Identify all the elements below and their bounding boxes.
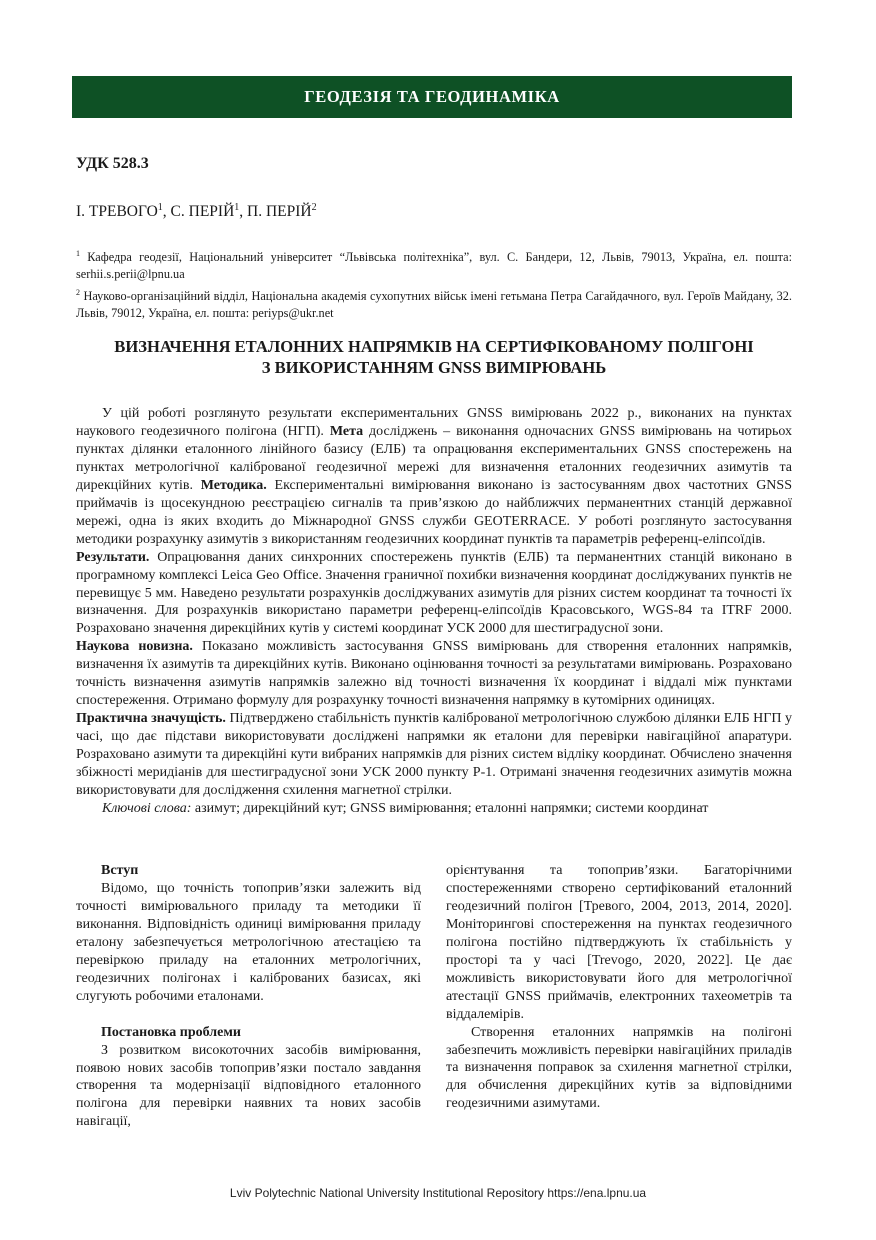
affiliation-text: Науково-організаційний відділ, Національна академія сухопутних військ імені гетьмана Петра Сагайдачного, вул. Героїв Майдану, 32. Львів, 79012, Україна, ел. пошта: periyps@ukr.net bbox=[76, 288, 792, 320]
affiliation-index: 1 bbox=[76, 249, 80, 258]
left-column bbox=[76, 862, 421, 1131]
section-banner-title: ГЕОДЕЗІЯ ТА ГЕОДИНАМІКА bbox=[304, 87, 560, 106]
author-name: С. ПЕРІЙ bbox=[170, 203, 235, 221]
author-separator: , bbox=[162, 203, 171, 221]
abstract bbox=[76, 405, 792, 818]
author-name: П. ПЕРІЙ bbox=[247, 203, 312, 221]
abstract-method-label: Методика. bbox=[200, 477, 267, 493]
intro-heading: Вступ bbox=[101, 863, 139, 878]
abstract-practical-label: Практична значущість. bbox=[76, 711, 226, 727]
affiliation-2 bbox=[76, 284, 792, 323]
author-affiliation-index: 1 bbox=[234, 202, 240, 213]
abstract-results-label: Результати. bbox=[76, 549, 150, 565]
abstract-aim-label: Мета bbox=[329, 423, 364, 439]
right-paragraph-2: Створення еталонних напрямків на полігоні забезпечить можливість перевірки навігаційних приладів та визначення поправок за схилення магнетної стрілки, для обчислення дирекційних кутів за відповідними геодезичними азимутами. bbox=[446, 1024, 792, 1112]
right-paragraph-1: орієнтування та топоприв’язки. Багаторічними спостереженнями створено сертифікований еталонний геодезичний полігон [Тревого, 2004, 2013, 2014, 2020]. Моніторингові спостереження на пунктах геодезичного полігона постійно підтверджують їх стабільність у просторі та у часі [Trevogo, 2020, 2022]. Це дає можливість використовувати його для метрологічної атестації GNSS приймачів, електронних тахеометрів та віддалемірів. bbox=[446, 863, 792, 1022]
repository-footer: Lviv Polytechnic National University Institutional Repository https://ena.lpnu.ua bbox=[229, 1186, 647, 1200]
affiliation-index: 2 bbox=[76, 287, 80, 297]
author-affiliation-index: 1 bbox=[157, 202, 163, 213]
affiliation-text: Кафедра геодезії, Національний університет “Львівська політехніка”, вул. С. Бандери, 12, Львів, 79013, Україна, ел. пошта: serhii.s.perii@lpnu.ua bbox=[76, 250, 792, 282]
author-name: І. ТРЕВОГО bbox=[76, 203, 158, 221]
section-gap bbox=[76, 1006, 421, 1024]
author-separator: , bbox=[239, 203, 248, 221]
paper-title-line-2: З ВИКОРИСТАННЯМ GNSS ВИМІРЮВАНЬ bbox=[261, 358, 607, 377]
intro-paragraph: Відомо, що точність топоприв’язки залежить від точності вимірювального приладу та методики її виконання. Відповідність одиниці вимірювання приладу еталону забезпечується метрологічною атестацією та перевіркою приладу на еталонних метрологічних, геодезичних полігонах і каліброваних базисах, які слугують робочими еталонами. bbox=[76, 880, 421, 1004]
keywords-text: азимут; дирекційний кут; GNSS вимірювання; еталонні напрямки; системи координат bbox=[191, 800, 709, 816]
abstract-practical-text: Підтверджено стабільність пунктів каліброваної метрологічною службою ділянки ЕЛБ НГП у часі, що дає підстави використовувати досліджені напрямки як еталони для перевірки навігаційної апаратури. Розраховано азимути та дирекційні кути вибраних напрямків для різних систем відліку координат. Обчислено значення збіжності меридіанів для шестиградусної зони УСК 2000 пункту Р-1. Отримані значення геодезичних азимутів можна використовувати для дослідження схилення магнетної стрілки. bbox=[76, 711, 793, 799]
section-banner bbox=[72, 76, 792, 118]
affiliation-1 bbox=[76, 245, 792, 284]
author-affiliation-index: 2 bbox=[311, 202, 317, 213]
abstract-novelty-label: Наукова новизна. bbox=[76, 639, 193, 655]
abstract-method-text: Експериментальні вимірювання виконано із застосуванням двох частотних GNSS приймачів із щосекундною реєстрацією сигналів та прив’язкою до найближчих перманентних станцій державної мережі, одна із яких входить до Міжнародної GNSS служби GEOTERRACE. У роботі розглянуто застосування методики розрахунку азимутів з використанням геодезичних координат пунктів та параметрів референц-еліпсоїдів. bbox=[76, 477, 792, 547]
paper-title-line-1: ВИЗНАЧЕННЯ ЕТАЛОННИХ НАПРЯМКІВ НА СЕРТИФІКОВАНОМУ ПОЛІГОНІ bbox=[114, 337, 754, 356]
problem-paragraph: З розвитком високоточних засобів вимірювання, появою нових засобів топоприв’язки постало завдання створення та модернізації відповідного еталонного полігона для перевірки наявних та нових засобів навігації, bbox=[76, 1042, 421, 1130]
problem-heading: Постановка проблеми bbox=[101, 1024, 241, 1040]
affiliations bbox=[76, 245, 792, 322]
abstract-intro: У цій роботі розглянуто результати експериментальних GNSS вимірювань 2022 р., виконаних на пунктах наукового геодезичного полігона (НГП). bbox=[76, 406, 792, 439]
keywords-label: Ключові слова: bbox=[102, 800, 192, 816]
right-column bbox=[446, 862, 792, 1113]
authors-line bbox=[76, 202, 317, 221]
keywords bbox=[76, 800, 792, 818]
udk-code: УДК 528.3 bbox=[76, 155, 149, 172]
abstract-aim-text: досліджень – виконання одночасних GNSS вимірювань на чотирьох пунктах ділянки еталонного лінійного базису (ЕЛБ) та опрацювання експериментальних GNSS спостережень на пунктах метрологічної каліброваної геодезичної мережі для визначення еталонних геодезичних азимутів та дирекційних кутів. bbox=[76, 423, 792, 493]
abstract-paragraph bbox=[76, 405, 792, 800]
abstract-novelty-text: Показано можливість застосування GNSS вимірювань для створення еталонних напрямків, визначення їх азимутів та дирекційних кутів. Виконано оцінювання точності за результатами вимірювань. Розраховано точність визначення азимутів напрямків залежно від точності визначення їх координат і віддалі між пунктами спостереження. Отримано формулу для розрахунку точності визначення напрямку в кутомірних одиницях. bbox=[76, 639, 792, 709]
paper-title bbox=[76, 336, 792, 378]
abstract-results-text: Опрацювання даних синхронних спостережень пунктів (ЕЛБ) та перманентних станцій виконано в програмному комплексі Leica Geo Office. Значення граничної похибки визначення координат досліджуваних пунктів не перевищує 5 мм. Наведено результати розрахунків досліджуваних азимутів для різних систем координат та точності їх визначення. Для розрахунків використано параметри референц-еліпсоїдів Красовського, WGS-84 та ITRF 2000. Розраховано значення дирекційних кутів у системі координат УСК 2000 для шестиградусної зони. bbox=[76, 549, 792, 637]
